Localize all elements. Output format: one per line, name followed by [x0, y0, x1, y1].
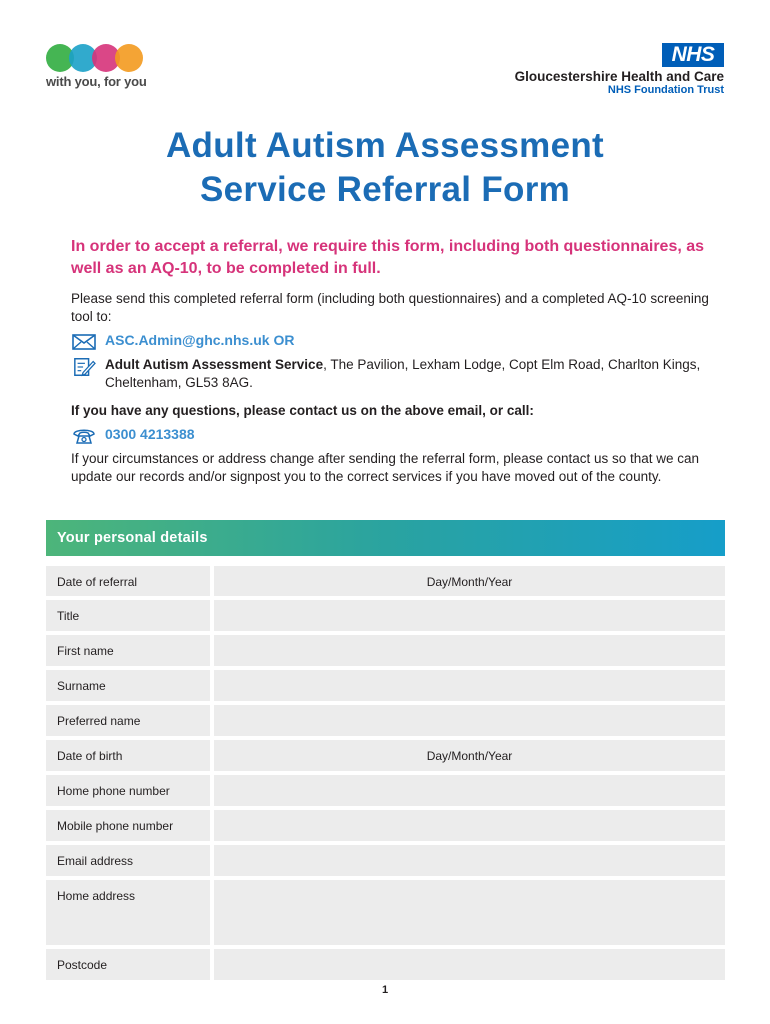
envelope-icon [71, 331, 97, 353]
form-row-date-of-birth [46, 740, 725, 771]
postcode-field[interactable] [214, 949, 725, 980]
form-row-home-address [46, 880, 725, 945]
page-title [0, 124, 770, 212]
page-header [0, 0, 770, 110]
intro-highlight: In order to accept a referral, we require this form, including both questionnaires, as well as an AQ-10, to be completed in full. [71, 238, 705, 277]
preferred-name-field[interactable] [214, 705, 725, 736]
field-label: Surname [46, 670, 210, 701]
field-label: Home phone number [46, 775, 210, 806]
trust-name: Gloucestershire Health and Care [514, 69, 724, 84]
logo-circles-icon [46, 43, 144, 73]
page-title-line-1: Adult Autism Assessment [165, 126, 604, 165]
first-name-field[interactable] [214, 635, 725, 666]
change-notice: If your circumstances or address change after sending the referral form, please contact us so that we can update our records and/or signpost you to the correct services if you have moved out of the county. [71, 451, 700, 484]
form-row-postcode [46, 949, 725, 980]
mobile-phone-field[interactable] [214, 810, 725, 841]
postal-service-name: Adult Autism Assessment Service [105, 357, 324, 372]
postal-address-lines: , The Pavilion, Lexham Lodge, Copt Elm Road, Charlton Kings, Cheltenham, GL53 8AG. [105, 357, 701, 390]
title-field[interactable] [214, 600, 725, 631]
field-label: Preferred name [46, 705, 210, 736]
field-label: Date of referral [46, 566, 210, 596]
email-link[interactable]: ASC.Admin@ghc.nhs.uk OR [105, 332, 295, 348]
email-contact [71, 331, 294, 353]
date-of-birth-field[interactable]: Day/Month/Year [214, 740, 725, 771]
letter-pen-icon [71, 356, 97, 378]
questions-note: If you have any questions, please contact us on the above email, or call: [71, 403, 534, 418]
surname-field[interactable] [214, 670, 725, 701]
form-row-date-of-referral [46, 566, 725, 596]
home-phone-field[interactable] [214, 775, 725, 806]
date-of-referral-field[interactable]: Day/Month/Year [214, 566, 725, 596]
email-address-field[interactable] [214, 845, 725, 876]
form-row-mobile-phone [46, 810, 725, 841]
form-row-preferred-name [46, 705, 725, 736]
field-label: First name [46, 635, 210, 666]
phone-contact [71, 425, 195, 447]
field-label: Mobile phone number [46, 810, 210, 841]
telephone-icon [71, 425, 97, 447]
form-row-home-phone [46, 775, 725, 806]
postal-address [105, 356, 705, 392]
section-header-personal-details: Your personal details [46, 520, 725, 556]
field-label: Home address [46, 880, 210, 945]
field-label: Email address [46, 845, 210, 876]
form-row-email [46, 845, 725, 876]
field-label: Title [46, 600, 210, 631]
field-label: Postcode [46, 949, 210, 980]
logo-tagline: with you, for you [46, 74, 147, 89]
personal-details-form [46, 566, 725, 984]
phone-number[interactable]: 0300 4213388 [105, 426, 195, 442]
nhs-logo: NHS [662, 43, 724, 67]
form-row-title [46, 600, 725, 631]
trust-subtitle: NHS Foundation Trust [607, 84, 724, 96]
form-row-first-name [46, 635, 725, 666]
home-address-field[interactable] [214, 880, 725, 945]
form-row-surname [46, 670, 725, 701]
postal-contact [71, 356, 705, 392]
page-title-line-2: Service Referral Form [199, 170, 571, 209]
send-instructions: Please send this completed referral form (including both questionnaires) and a completed AQ-10 screening tool to: [71, 291, 709, 324]
page-number: 1 [381, 984, 389, 996]
field-label: Date of birth [46, 740, 210, 771]
